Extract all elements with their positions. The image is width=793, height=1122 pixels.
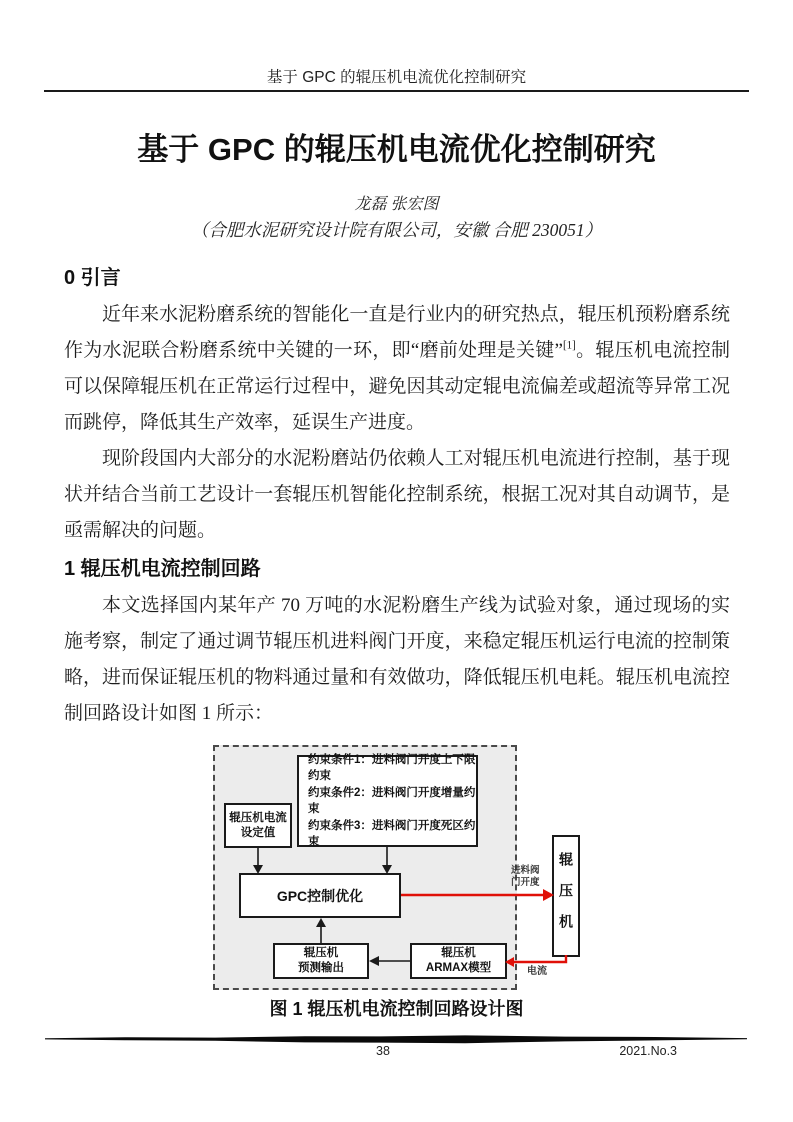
armax-line2: ARMAX模型	[425, 962, 492, 974]
constraint-2: 约束条件2：进料阀门开度增量约束	[308, 786, 476, 815]
affiliation: （合肥水泥研究设计院有限公司，安徽 合肥 230051）	[190, 220, 603, 240]
current-signal-label: 电流	[527, 966, 547, 977]
prediction-output-box	[273, 943, 369, 979]
authors: 龙磊 张宏图	[354, 196, 439, 213]
constraint-1: 约束条件1：进料阀门开度上下限约束	[308, 753, 476, 782]
roller-press-box: 辊压机	[552, 835, 580, 957]
setpoint-line2: 设定值	[240, 826, 276, 839]
paragraph-intro-2: 现阶段国内大部分的水泥粉磨站仍依赖人工对辊压机电流进行控制，基于现状并结合当前工艺设计一套辊压机智能化控制系统，根据工况对其自动调节，是亟需解决的问题。	[64, 448, 730, 541]
paragraph-method: 本文选择国内某年产 70 万吨的水泥粉磨生产线为试验对象，通过现场的实施考察，制定了通过调节辊压机进料阀门开度，来稳定辊压机运行电流的控制策略，进而保证辊压机的物料通过量和有效做功，降低辊压机电耗。辊压机电流控制回路设计如图 1 所示：	[64, 595, 730, 724]
armax-line1: 辊压机	[441, 947, 476, 959]
paragraph-intro-1	[64, 297, 730, 441]
gpc-optimizer-box: GPC控制优化	[239, 873, 401, 918]
header-rule	[44, 90, 749, 92]
section-heading-control-loop: 1 辊压机电流控制回路	[64, 558, 261, 580]
prediction-line1: 辊压机	[303, 947, 339, 959]
prediction-line2: 预测输出	[298, 962, 344, 974]
figure-caption: 图 1 辊压机电流控制回路设计图	[269, 999, 524, 1019]
page-title: 基于 GPC 的辊压机电流优化控制研究	[137, 132, 656, 167]
issue-label: 2021.No.3	[619, 1044, 677, 1058]
constraints-box	[297, 755, 478, 847]
current-setpoint-box	[224, 803, 292, 848]
paragraph-intro-1-tail: 。辊压机电流控制可以保障辊压机在正常运行过程中，避免因其动定辊电流偏差或超流等异常工况而跳停，降低其生产效率，延误生产进度。	[64, 340, 730, 433]
running-title: 基于 GPC 的辊压机电流优化控制研究	[266, 69, 527, 86]
armax-model-box	[410, 943, 507, 979]
section-heading-intro: 0 引言	[64, 267, 121, 289]
citation-ref-1: [1]	[562, 339, 576, 352]
constraint-3: 约束条件3：进料阀门开度死区约束	[308, 819, 476, 848]
setpoint-line1: 辊压机电流	[229, 811, 287, 824]
valve-opening-label: 进料阀门开度	[511, 865, 540, 888]
paragraph-intro-1-text: 近年来水泥粉磨系统的智能化一直是行业内的研究热点，辊压机预粉磨系统作为水泥联合粉磨系统中关键的一环，即“磨前处理是关键”	[64, 304, 730, 361]
page-number: 38	[376, 1044, 390, 1058]
footer-bar	[45, 1035, 747, 1044]
figure-control-loop	[0, 735, 793, 1001]
